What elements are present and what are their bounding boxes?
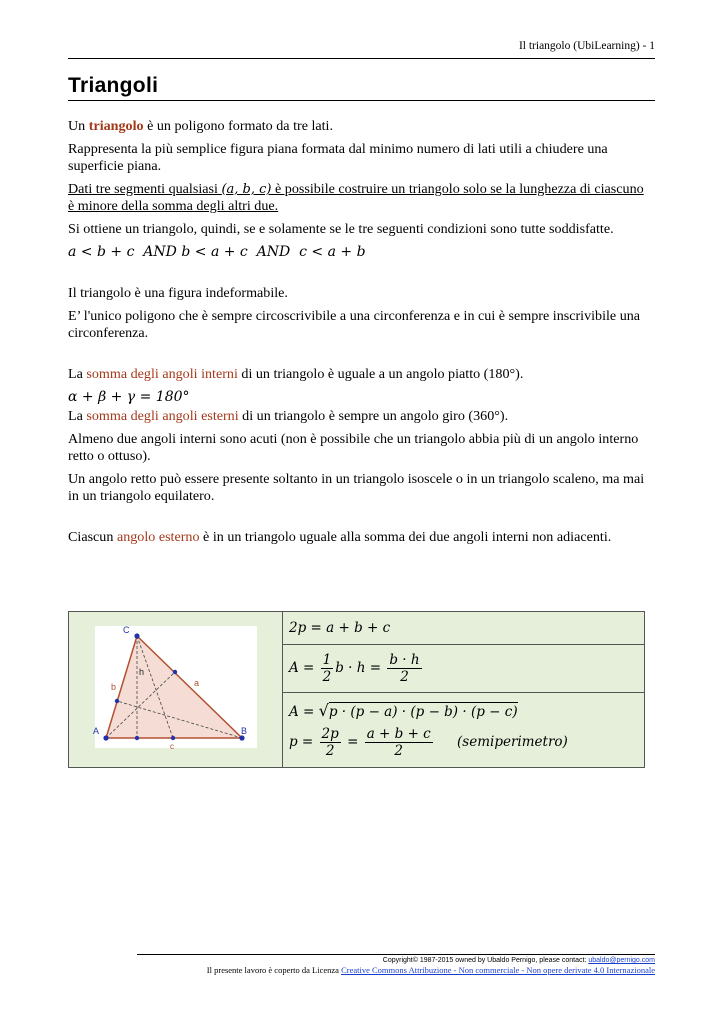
page-footer <box>137 954 655 975</box>
label-B: B <box>240 726 247 736</box>
triangle-figure-cell <box>69 612 283 768</box>
paragraph-right-angle: Un angolo retto può essere presente soltanto in un triangolo isoscele o in un triangolo scaleno, ma mai in un triangolo equilatero. <box>68 471 645 504</box>
paragraph-interior-angles: La somma degli angoli interni di un triangolo è uguale a un angolo piatto (180°). <box>68 366 524 382</box>
paragraph-triangle-inequality: Dati tre segmenti qualsiasi (a, b, c) è possibile costruire un triangolo solo se la lunghezza di ciascuno è minore della somma degli altri due. <box>68 181 644 214</box>
term-exterior-angles: somma degli angoli esterni <box>86 408 239 424</box>
page-title: Triangoli <box>68 74 655 101</box>
formula-area: A = $\frac{1}{2}$ b · h = $\frac{b \cdot h}{2}$ <box>283 645 645 693</box>
vertex-A <box>103 735 108 740</box>
formula-table <box>68 611 645 768</box>
formula-heron: A = √p · (p − a) · (p − b) · (p − c) <box>289 701 518 720</box>
formula-conditions: a < b + c AND b < a + c AND c < a + b <box>68 244 366 260</box>
foot-median <box>172 670 176 674</box>
label-b: b <box>110 682 116 692</box>
term-exterior-angle: angolo esterno <box>116 529 200 545</box>
paragraph-indeformable: Il triangolo è una figura indeformabile. <box>68 285 288 301</box>
main-content <box>68 118 648 552</box>
label-C: C <box>122 625 129 635</box>
triangle-figure <box>91 622 261 752</box>
paragraph-conditions-intro: Si ottiene un triangolo, quindi, se e solamente se le tre seguenti condizioni sono tutte soddisfatte. <box>68 221 614 237</box>
paragraph-circumscribable: E’ l'unico poligono che è sempre circoscrivibile a una circonferenza e in cui è sempre inscrivibile una circonferenza. <box>68 308 641 341</box>
foot-bisector <box>114 699 118 703</box>
label-A: A <box>92 726 99 736</box>
paragraph-definition: Un triangolo è un poligono formato da tre lati. <box>68 118 333 134</box>
term-triangolo: triangolo <box>88 118 144 134</box>
formula-angles: α + β + γ = 180° <box>68 389 190 405</box>
vertex-B <box>239 735 244 740</box>
paragraph-acute-angles: Almeno due angoli interni sono acuti (non è possibile che un triangolo abbia più di un angolo interno retto o ottuso). <box>68 431 639 464</box>
license-line: Il presente lavoro è coperto da Licenza Creative Commons Attribuzione - Non commerciale - Non opere derivate 4.0 Internazionale <box>206 965 655 975</box>
term-interior-angles: somma degli angoli interni <box>86 366 238 382</box>
email-link[interactable]: ubaldo@pernigo.com <box>588 957 655 964</box>
paragraph-simplest-figure: Rappresenta la più semplice figura piana formata dal minimo numero di lati utili a chiudere una superficie piana. <box>68 141 608 174</box>
formula-semiperimeter: p = $\frac{2p}{2}$ = $\frac{a + b + c}{2}$ (semiperimetro) <box>289 726 568 759</box>
license-link[interactable]: Creative Commons Attribuzione - Non commerciale - Non opere derivate 4.0 Internazionale <box>341 965 655 975</box>
foot-height <box>134 736 138 740</box>
foot-cevian <box>170 736 174 740</box>
vertex-C <box>134 633 139 638</box>
paragraph-exterior-angle-theorem: Ciascun angolo esterno è in un triangolo uguale alla somma dei due angoli interni non adiacenti. <box>68 529 612 545</box>
label-h: h <box>138 667 144 677</box>
copyright-line: Copyright© 1987-2015 owned by Ubaldo Pernigo, please contact: ubaldo@pernigo.com <box>382 957 655 964</box>
label-c: c <box>169 742 174 751</box>
running-header <box>68 40 655 59</box>
label-a: a <box>193 678 199 688</box>
formula-perimeter: 2p = a + b + c <box>283 612 645 645</box>
formula-heron-semiperimeter <box>283 693 645 768</box>
paragraph-exterior-angles: La somma degli angoli esterni di un triangolo è sempre un angolo giro (360°). <box>68 408 509 424</box>
running-title: Il triangolo (UbiLearning) - 1 <box>518 40 655 52</box>
